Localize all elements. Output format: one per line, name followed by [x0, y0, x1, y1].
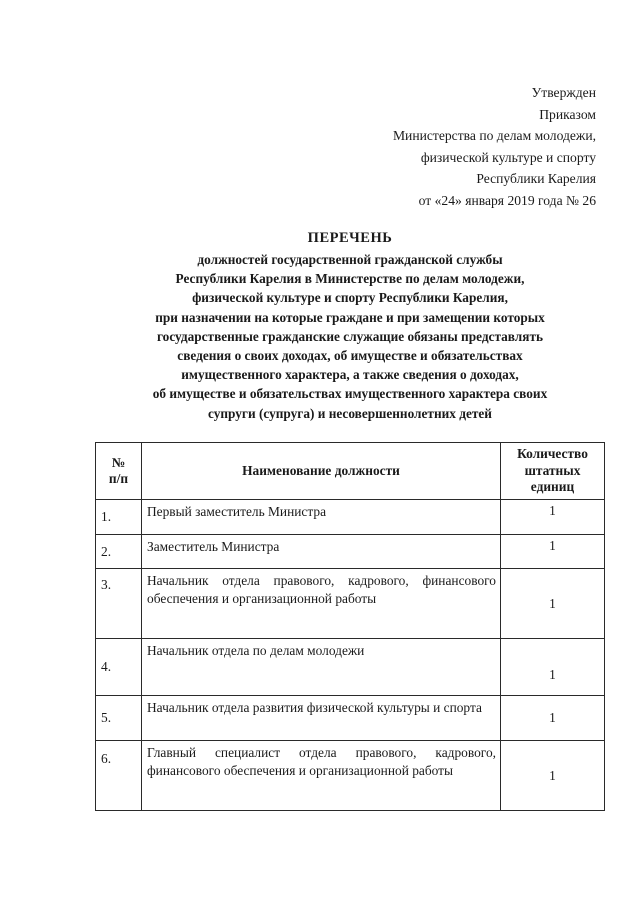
- document-title: ПЕРЕЧЕНЬ: [307, 230, 393, 246]
- row-staff-count: 1: [501, 569, 605, 639]
- subtitle-line: Республики Карелия в Министерстве по делам молодежи,: [175, 271, 525, 287]
- approval-line: физической культуре и спорту: [420, 149, 596, 165]
- row-position-name: Начальник отдела правового, кадрового, финансового обеспечения и организационной работы: [142, 569, 501, 639]
- row-position-name: Главный специалист отдела правового, кадрового, финансового обеспечения и организационной работы: [142, 741, 501, 811]
- document-heading: [70, 230, 630, 423]
- approval-line: Республики Карелия: [476, 171, 596, 187]
- subtitle-line: имущественного характера, а также сведения о доходах,: [181, 367, 519, 383]
- row-position-name: Первый заместитель Министра: [142, 500, 501, 535]
- table-row: [96, 741, 605, 811]
- table-row: [96, 500, 605, 535]
- row-number: 6.: [96, 741, 142, 811]
- row-number: 5.: [96, 696, 142, 741]
- approval-line: от «24» января 2019 года № 26: [418, 192, 596, 208]
- approval-line: Утвержден: [531, 85, 596, 100]
- subtitle-line: при назначении на которые граждане и при замещении которых: [155, 309, 545, 325]
- header-number: № п/п: [96, 443, 142, 500]
- approval-line: Министерства по делам молодежи,: [392, 128, 596, 144]
- row-number: 4.: [96, 639, 142, 696]
- subtitle-line: супруги (супруга) и несовершеннолетних детей: [208, 405, 492, 421]
- table-row: [96, 696, 605, 741]
- row-number: 1.: [96, 500, 142, 535]
- row-staff-count: 1: [501, 500, 605, 535]
- header-staff-count: Количество штатных единиц: [501, 443, 605, 500]
- row-staff-count: 1: [501, 639, 605, 696]
- document-subtitle: [70, 250, 630, 423]
- positions-table: [95, 442, 605, 811]
- row-position-name: Начальник отдела развития физической культуры и спорта: [142, 696, 501, 741]
- row-number: 3.: [96, 569, 142, 639]
- subtitle-line: физической культуре и спорту Республики Карелия,: [192, 290, 508, 306]
- approval-stamp: [393, 82, 596, 212]
- subtitle-line: должностей государственной гражданской службы: [197, 252, 503, 267]
- row-position-name: Заместитель Министра: [142, 535, 501, 569]
- table-row: [96, 569, 605, 639]
- subtitle-line: об имуществе и обязательствах имущественного характера своих: [152, 386, 548, 402]
- table-header-row: [96, 443, 605, 500]
- row-staff-count: 1: [501, 696, 605, 741]
- subtitle-line: государственные гражданские служащие обязаны представлять: [156, 328, 544, 344]
- row-staff-count: 1: [501, 535, 605, 569]
- table-row: [96, 535, 605, 569]
- header-position-name: Наименование должности: [142, 443, 501, 500]
- row-staff-count: 1: [501, 741, 605, 811]
- approval-line: Приказом: [539, 106, 596, 122]
- table-row: [96, 639, 605, 696]
- row-position-name: Начальник отдела по делам молодежи: [142, 639, 501, 696]
- row-number: 2.: [96, 535, 142, 569]
- subtitle-line: сведения о своих доходах, об имуществе и обязательствах: [177, 348, 523, 364]
